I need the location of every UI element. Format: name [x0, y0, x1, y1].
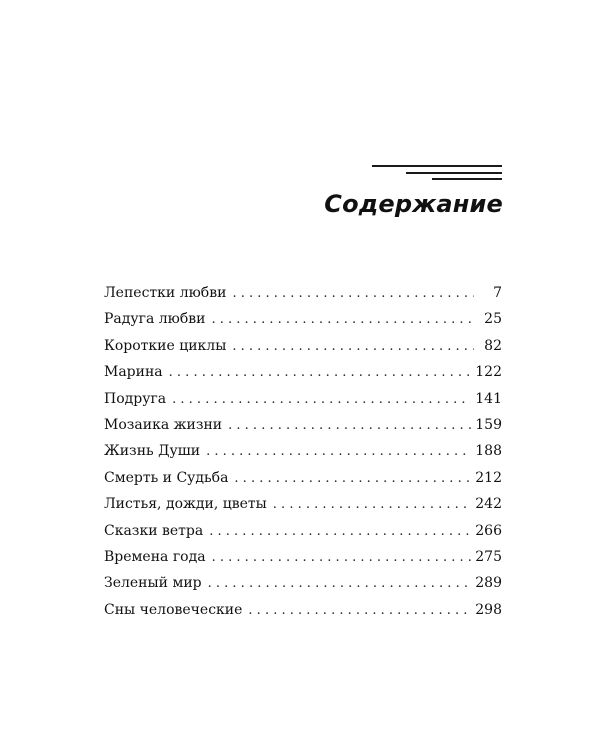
toc-leader-dots — [228, 413, 471, 439]
toc-entry-title: Листья, дожди, цветы — [104, 496, 267, 513]
toc-leader-dots — [172, 387, 471, 413]
toc-entry-page: 25 — [484, 311, 502, 328]
toc-entry[interactable] — [104, 438, 502, 464]
toc-leader-dots — [232, 281, 474, 307]
toc-entry-page: 242 — [475, 496, 502, 513]
toc-entry[interactable] — [104, 544, 502, 570]
toc-entry-title: Сказки ветра — [104, 522, 204, 539]
toc-entry[interactable] — [104, 306, 502, 332]
toc-entry-title: Короткие циклы — [104, 337, 227, 354]
toc-entry-title: Времена года — [104, 548, 206, 565]
toc-entry[interactable] — [104, 570, 502, 596]
toc-entry-page: 188 — [475, 443, 502, 460]
toc-entry[interactable] — [104, 333, 502, 359]
toc-leader-dots — [248, 598, 471, 624]
toc-leader-dots — [209, 519, 471, 545]
toc-entry-title: Сны человеческие — [104, 601, 243, 618]
toc-leader-dots — [273, 492, 471, 518]
toc-entry-page: 275 — [475, 548, 502, 565]
toc-entry-title: Радуга любви — [104, 311, 206, 328]
toc-leader-dots — [169, 360, 472, 386]
toc-entry-page: 289 — [475, 575, 502, 592]
page-title: Содержание — [324, 190, 503, 218]
toc-entry-page: 7 — [493, 285, 502, 301]
toc-entry[interactable] — [104, 412, 502, 438]
toc-entry-title: Марина — [104, 364, 163, 381]
toc-leader-dots — [208, 571, 472, 597]
header-decorative-rules — [372, 165, 502, 185]
header-rule-long — [372, 165, 502, 167]
toc-entry-page: 141 — [475, 390, 502, 407]
toc-entry-page: 159 — [475, 416, 502, 433]
toc-entry-page: 212 — [475, 469, 502, 486]
header-rule-medium — [406, 172, 502, 174]
toc-entry-title: Смерть и Судьба — [104, 469, 229, 486]
toc-entry-title: Жизнь Души — [104, 443, 201, 460]
table-of-contents — [104, 280, 502, 623]
header-rule-short — [432, 178, 502, 180]
toc-leader-dots — [212, 545, 472, 571]
toc-entry-page: 266 — [475, 522, 502, 539]
toc-entry[interactable] — [104, 518, 502, 544]
toc-entry-title: Лепестки любви — [104, 285, 227, 301]
toc-leader-dots — [234, 466, 471, 492]
toc-entry-title: Подруга — [104, 390, 167, 407]
toc-entry[interactable] — [104, 386, 502, 412]
toc-entry-title: Мозаика жизни — [104, 416, 223, 433]
toc-entry-page: 298 — [475, 601, 502, 618]
toc-entry-page: 122 — [475, 364, 502, 381]
toc-entry-title: Зеленый мир — [104, 575, 202, 592]
toc-entry[interactable] — [104, 491, 502, 517]
toc-entry[interactable] — [104, 359, 502, 385]
toc-entry-page: 82 — [484, 337, 502, 354]
toc-leader-dots — [232, 334, 474, 360]
toc-leader-dots — [206, 439, 471, 465]
toc-leader-dots — [211, 307, 474, 333]
toc-entry[interactable] — [104, 280, 502, 306]
toc-entry[interactable] — [104, 465, 502, 491]
toc-entry[interactable] — [104, 597, 502, 623]
